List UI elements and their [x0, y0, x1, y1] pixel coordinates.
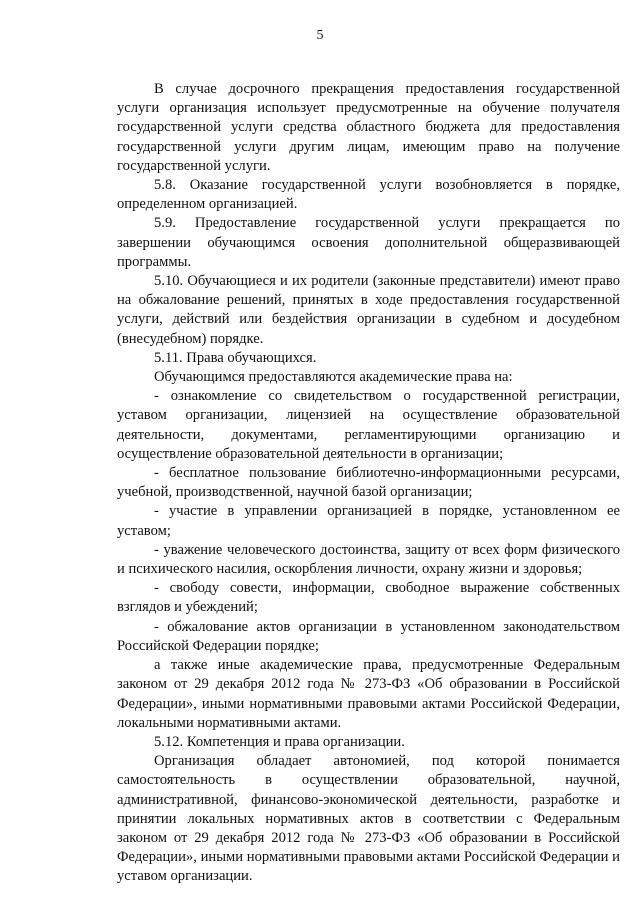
paragraph-other-rights: а также иные академические права, предусмотренные Федеральным законом от 29 декабря 2012 года № 273-ФЗ «Об образовании в Российской Федерации», иными нормативными правовыми актами Российской Федерации, локальными нормативными актами. [117, 657, 620, 731]
heading-5-12: 5.12. Компетенция и права организации. [154, 733, 405, 750]
paragraph-5-8: 5.8. Оказание государственной услуги возобновляется в порядке, определенном организацией. [117, 177, 620, 213]
list-item-freedom: - свободу совести, информации, свободное выражение собственных взглядов и убеждений; [117, 580, 620, 616]
paragraph-5-10: 5.10. Обучающиеся и их родители (законные представители) имеют право на обжалование решений, принятых в ходе предоставления государственной услуги, действий или бездействия организации в судебном и досудебном (внесудебном) порядке. [117, 273, 620, 347]
heading-5-11: 5.11. Права обучающихся. [154, 349, 317, 366]
list-item-management: - участие в управлении организацией в порядке, установленном ее уставом; [117, 503, 620, 539]
list-item-appeal: - обжалование актов организации в установленном законодательством Российской Федерации порядке; [117, 618, 620, 654]
paragraph-5-9: 5.9. Предоставление государственной услуги прекращается по завершении обучающимся освоения дополнительной общеразвивающей программы. [117, 215, 620, 270]
list-item-dignity: - уважение человеческого достоинства, защиту от всех форм физического и психического насилия, оскорбления личности, охрану жизни и здоровья; [117, 541, 620, 578]
paragraph-early-termination: В случае досрочного прекращения предоставления государственной услуги организация использует предусмотренные на обучение получателя государственной услуги средства областного бюджета для предоставления государственной услуги другим лицам, имеющим право на получение государственной услуги. [117, 81, 620, 174]
list-item-familiarization: - ознакомление со свидетельством о государственной регистрации, уставом организации, лицензией на осуществление образовательной деятельности, документами, регламентирующими организацию и осуществление образовательной деятельности в организации; [117, 388, 620, 462]
document-body [117, 80, 620, 887]
page-number: 5 [316, 28, 324, 43]
paragraph-autonomy: Организация обладает автономией, под которой понимается самостоятельность в осуществлении образовательной, научной, административной, финансово-экономической деятельности, разработке и принятии локальных нормативных актов в соответствии с Федеральным законом от 29 декабря 2012 года № 273-ФЗ «Об образовании в Российской Федерации», иными нормативными правовыми актами Российской Федерации и уставом организации. [117, 753, 620, 885]
list-item-library: - бесплатное пользование библиотечно-информационными ресурсами, учебной, производственной, научной базой организации; [117, 465, 620, 501]
paragraph-academic-rights-intro: Обучающимся предоставляются академические права на: [154, 369, 513, 386]
